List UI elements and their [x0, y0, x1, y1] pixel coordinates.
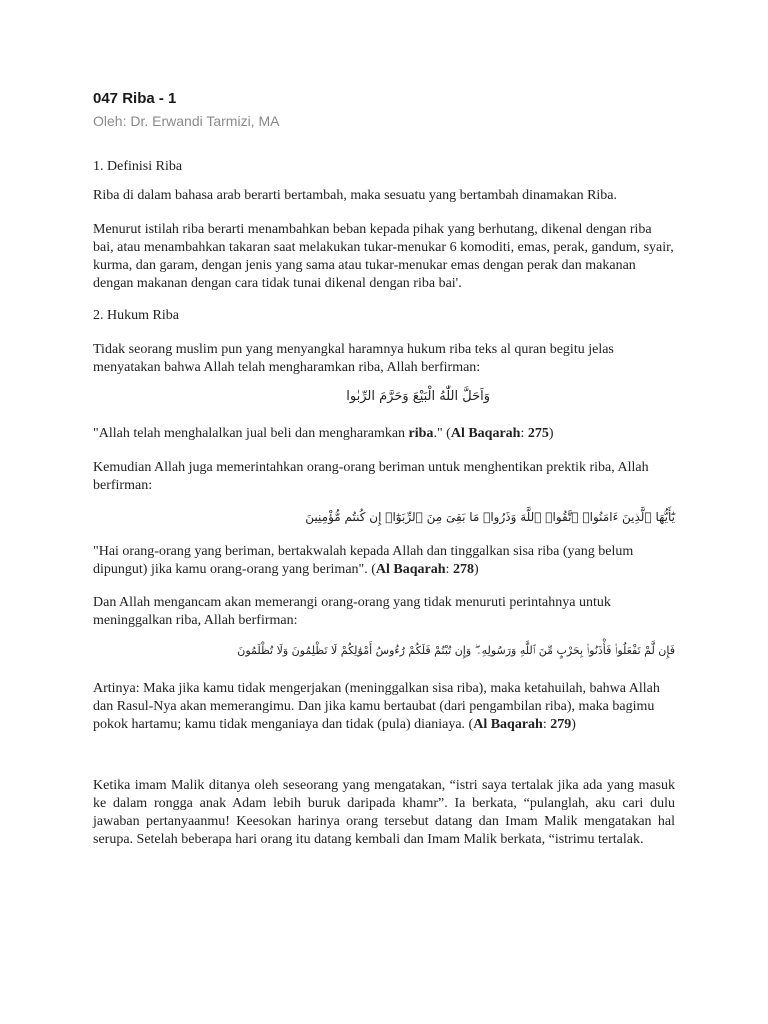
paragraph-hukum-3: Dan Allah mengancam akan memerangi orang-orang yang tidak menuruti perintahnya untuk meninggalkan riba, Allah berfirman:	[93, 595, 611, 628]
artinya-279-close: )	[571, 717, 576, 732]
quote-275-text: "Allah telah menghalalkan jual beli dan mengharamkan	[93, 426, 409, 441]
quote-278-close: )	[473, 562, 479, 577]
arabic-verse-278: يَٰٓأَيُّهَا ٱلَّذِينَ ءَامَنُوا۟ ٱتَّقُوا۟ ٱللَّهَ وَذَرُوا۟ مَا بَقِىَ مِنَ ٱلرِّبَوٰٓا۟ إِن كُنتُم مُّؤْمِنِينَ	[305, 510, 675, 524]
document-page	[93, 88, 675, 847]
artinya-279-text: Artinya: Maka jika kamu tidak mengerjakan (meninggalkan sisa riba), maka ketahuilah, bahwa Allah dan Rasul-Nya akan memerangimu. Dan jika kamu bertaubat (dari pengambilan riba), maka bagimu pokok hartamu; kamu tidak menganiaya dan tidak (pula) dianiaya. (	[93, 681, 660, 732]
quote-275	[93, 425, 675, 443]
paragraph-definisi-2: Menurut istilah riba berarti menambahkan beban kepada pihak yang berhutang, dikenal dengan riba bai, atau menambahkan takaran saat melakukan tukar-menukar 6 komoditi, emas, perak, gandum, syair, kurma, dan garam, dengan jenis yang sama atau tukar-menukar emas dengan perak dan makanan dengan makanan dengan cara tidak tunai dikenal dengan riba bai'.	[93, 222, 674, 291]
section-heading-hukum: 2. Hukum Riba	[93, 308, 179, 323]
paragraph-hukum-1: Tidak seorang muslim pun yang menyangkal haramnya hukum riba teks al quran begitu jelas menyatakan bahwa Allah telah mengharamkan riba, Allah berfirman:	[93, 342, 614, 375]
quote-275-num: 275	[527, 426, 549, 441]
section-heading-definisi: 1. Definisi Riba	[93, 159, 183, 174]
artinya-279-ref: Al Baqarah	[473, 717, 543, 732]
paragraph-definisi-1: Riba di dalam bahasa arab berarti bertambah, maka sesuatu yang bertambah dinamakan Riba.	[93, 188, 618, 203]
quote-278-ref: Al Baqarah	[375, 562, 446, 577]
artinya-279-num: 279	[550, 717, 572, 732]
document-title: 047 Riba - 1	[93, 90, 177, 107]
quote-275-colon: :	[520, 426, 528, 441]
quote-278-colon: :	[445, 562, 453, 577]
paragraph-hukum-2: Kemudian Allah juga memerintahkan orang-orang beriman untuk menghentikan prektik riba, Allah berfirman:	[93, 460, 649, 493]
arabic-verse-279: فَإِن لَّمْ تَفْعَلُوا۟ فَأْذَنُوا۟ بِحَرْبٍ مِّنَ ٱللَّهِ وَرَسُولِهِۦ ۖ وَإِن تُبْتُمْ فَلَكُمْ رُءُوسُ أَمْوَٰلِكُمْ لَا تَظْلِمُونَ وَلَا تُظْلَمُونَ	[237, 644, 675, 657]
document-author: Oleh: Dr. Erwandi Tarmizi, MA	[93, 113, 280, 129]
artinya-279-colon: :	[542, 717, 551, 732]
paragraph-imam-malik: Ketika imam Malik ditanya oleh seseorang yang mengatakan, “istri saya tertalak jika ada yang masuk ke dalam rongga anak Adam lebih buruk daripada khamr”. Ia berkata, “pulanglah, aku cari dulu jawaban pertanyaanmu! Keesokan harinya orang tersebut datang dan Imam Malik mengatakan hal serupa. Setelah beberapa hari orang itu datang kembali dan Imam Malik berkata, “istrimu tertalak.	[93, 778, 675, 847]
quote-275-close: )	[548, 426, 554, 441]
quote-275-ref: Al Baqarah	[450, 426, 521, 441]
artinya-279	[93, 680, 675, 734]
quote-278-num: 278	[452, 562, 474, 577]
quote-275-end: ." (	[433, 426, 451, 441]
quote-275-bold: riba	[408, 426, 434, 441]
arabic-verse-275: وَاَحَلَّ اللّٰهُ الْبَيْعَ وَحَرَّمَ الرِّبٰوا	[346, 389, 490, 404]
quote-278	[93, 543, 675, 579]
quote-278-text: "Hai orang-orang yang beriman, bertakwalah kepada Allah dan tinggalkan sisa riba (yang belum dipungut) jika kamu orang-orang yang beriman". (	[93, 544, 634, 577]
